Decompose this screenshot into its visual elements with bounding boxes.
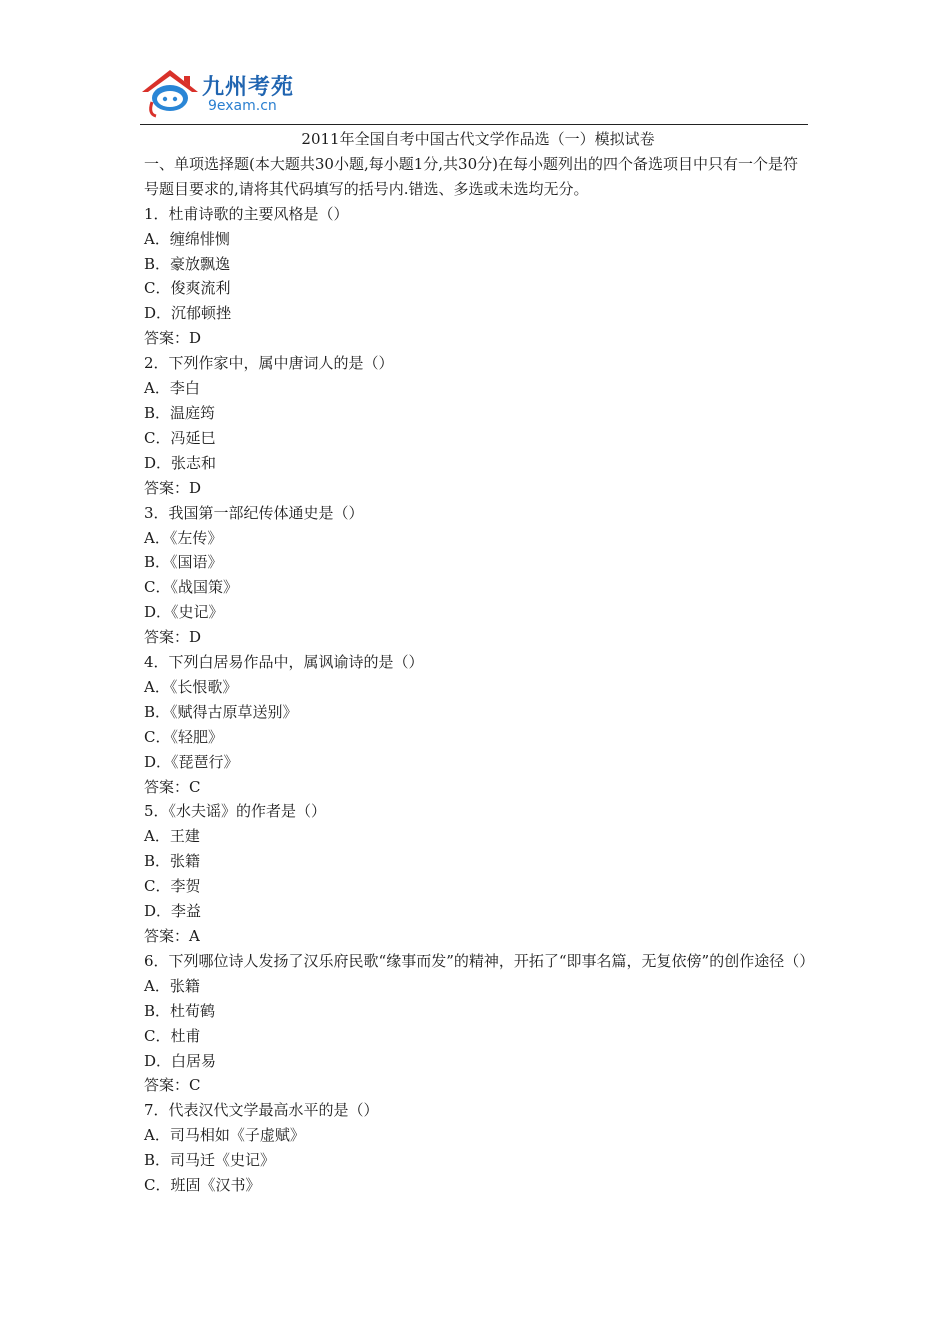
answer-option: C．李贺 <box>144 877 201 896</box>
answer-option: B．《赋得古原草送别》 <box>144 702 298 721</box>
question-block <box>144 1098 812 1198</box>
question-text: 6．下列哪位诗人发扬了汉乐府民歌“缘事而发”的精神，开拓了“即事名篇，无复依傍”的创作途径（） <box>144 951 815 970</box>
answer-key: 答案：A <box>144 927 200 945</box>
question-block <box>144 949 815 1098</box>
logo-chinese-text: 九州考苑 <box>202 75 295 100</box>
question-text: 7．代表汉代文学最高水平的是（） <box>144 1101 379 1120</box>
answer-option: A．李白 <box>144 379 200 398</box>
answer-option: B．温庭筠 <box>144 403 216 422</box>
answer-option: B．司马迁《史记》 <box>144 1151 276 1170</box>
answer-option: C．俊爽流利 <box>144 279 231 298</box>
answer-key: 答案：C <box>144 1076 201 1095</box>
answer-option: B．豪放飘逸 <box>144 254 231 273</box>
question-text: 1．杜甫诗歌的主要风格是（） <box>144 204 349 223</box>
answer-key: 答案：C <box>144 777 201 796</box>
answer-option: B．杜荀鹤 <box>144 1001 216 1020</box>
exam-title: 2011年全国自考中国古代文学作品选（一）模拟试卷 <box>301 130 655 148</box>
answer-option: D．沉郁顿挫 <box>144 304 232 323</box>
answer-option: B．张籍 <box>144 852 201 871</box>
answer-key: 答案：D <box>144 478 202 497</box>
question-block <box>144 202 812 351</box>
answer-option: D．白居易 <box>144 1051 217 1070</box>
question-block <box>144 799 812 948</box>
answer-option: C．班固《汉书》 <box>144 1176 261 1195</box>
exam-content <box>144 127 815 1198</box>
answer-option: A．王建 <box>144 827 200 846</box>
answer-key: 答案：D <box>144 329 202 348</box>
answer-option: D．《史记》 <box>144 603 224 622</box>
logo-domain-text: 9exam.cn <box>208 98 277 114</box>
answer-option: C．《战国策》 <box>144 578 238 597</box>
answer-option: A．司马相如《子虚赋》 <box>144 1126 305 1145</box>
answer-option: A．《长恨歌》 <box>144 677 238 696</box>
site-logo <box>140 66 310 120</box>
question-block <box>144 351 812 500</box>
question-text: 4．下列白居易作品中，属讽谕诗的是（） <box>144 653 424 672</box>
question-text: 3．我国第一部纪传体通史是（） <box>144 503 364 522</box>
question-list <box>144 202 815 1198</box>
question-text: 2．下列作家中，属中唐词人的是（） <box>144 354 394 373</box>
answer-option: A．张籍 <box>144 976 200 995</box>
answer-option: D．张志和 <box>144 453 217 472</box>
answer-option: C．《轻肥》 <box>144 727 223 746</box>
answer-option: D．《琵琶行》 <box>144 752 239 771</box>
answer-option: A．缠绵悱恻 <box>144 229 230 248</box>
answer-option: A．《左传》 <box>144 528 223 547</box>
section-instructions: 一、单项选择题(本大题共30小题,每小题1分,共30分)在每小题列出的四个备选项目中只有一个是符号题目要求的,请将其代码填写的括号内.错选、多选或未选均无分。 <box>144 154 798 198</box>
answer-option: D．李益 <box>144 902 202 921</box>
header-divider <box>140 124 808 125</box>
question-block <box>144 650 812 799</box>
house-face-icon <box>140 66 204 120</box>
question-block <box>144 501 812 650</box>
answer-option: C．冯延巳 <box>144 428 216 447</box>
answer-option: C．杜甫 <box>144 1026 201 1045</box>
answer-option: B．《国语》 <box>144 553 223 572</box>
answer-key: 答案：D <box>144 628 202 647</box>
question-text: 5．《水夫谣》的作者是（） <box>144 802 327 821</box>
